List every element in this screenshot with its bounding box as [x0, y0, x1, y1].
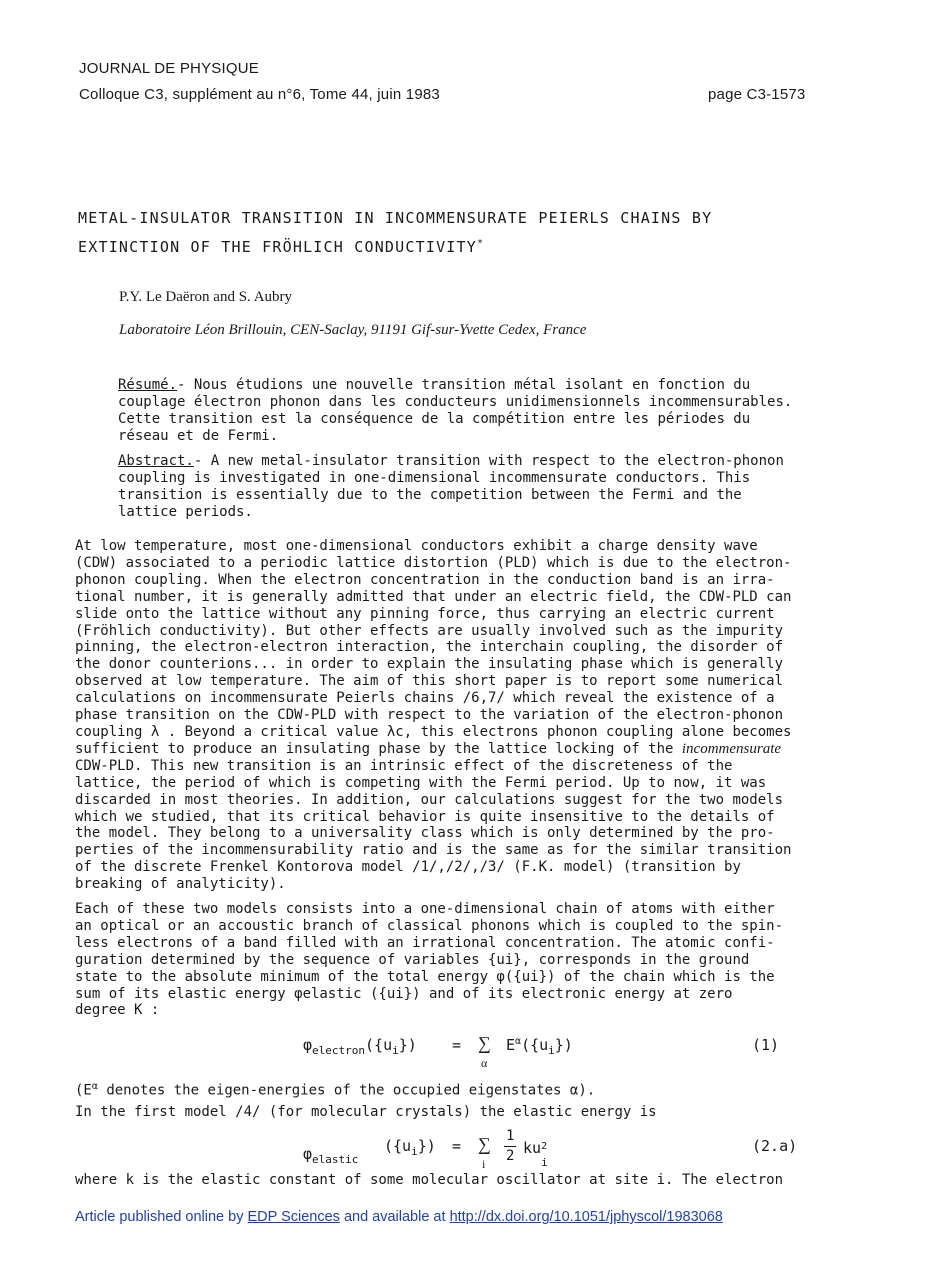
page-number: page C3-1573: [708, 86, 806, 103]
body-line: the donor counterions... in order to explain the insulating phase which is generally: [75, 656, 784, 673]
italic-word: incommensurate: [681, 740, 782, 757]
body-line: CDW-PLD. This new transition is an intrinsic effect of the discreteness of the: [75, 757, 733, 774]
abstract-block: [118, 453, 784, 521]
body-line: the model. They belong to a universality class which is only determined by the pro-: [75, 825, 775, 842]
equation-1-number: (1): [752, 1036, 780, 1054]
body-line: phase transition on the CDW-PLD with respect to the variation of the electron-phonon: [75, 707, 784, 724]
fraction-denominator: 2: [506, 1148, 515, 1164]
body-paragraph-1: [75, 538, 791, 893]
eigen-energies-note: ($E^\alpha$ denotes the eigen-energies of the occupied eigenstates α).: [75, 1081, 596, 1099]
publication-footer: Article published online by EDP Sciences and available at http://dx.doi.org/10.1051/jphyscol/1983068: [75, 1209, 723, 1225]
body-line: At low temperature, most one-dimensional conductors exhibit a charge density wave: [75, 538, 758, 554]
equation-2a-equals: =: [452, 1137, 462, 1155]
fraction-bar: [504, 1146, 516, 1147]
edp-sciences-link[interactable]: EDP Sciences: [247, 1209, 340, 1225]
doi-link[interactable]: http://dx.doi.org/10.1051/jphyscol/1983068: [449, 1209, 723, 1225]
body-line: slide onto the lattice without any pinning force, thus carrying an electric current: [75, 605, 775, 622]
abstract-label: Abstract.: [118, 453, 194, 469]
equation-2a-arg: $(\{u_i\})$: [384, 1137, 436, 1158]
abstract-line: lattice periods.: [118, 503, 253, 520]
body-line: breaking of analyticity).: [75, 876, 286, 893]
resume-label: Résumé.: [118, 377, 178, 393]
body-line: pinning, the electron-electron interaction, the interchain coupling, the disorder of: [75, 639, 784, 656]
body-line: calculations on incommensurate Peierls chains /6,7/ which reveal the existence of a: [75, 690, 775, 707]
body-line: tional number, it is generally admitted that under an electric field, the CDW-PLD can: [75, 588, 792, 605]
resume-line: réseau et de Fermi.: [118, 427, 279, 444]
abstract-line: transition is essentially due to the competition between the Fermi and the: [118, 486, 742, 503]
resume-line: Cette transition est la conséquence de la compétition entre les périodes du: [118, 410, 751, 427]
resume-line: couplage électron phonon dans les conducteurs unidimensionnels incommensurables.: [118, 393, 793, 410]
affiliation: Laboratoire Léon Brillouin, CEN-Saclay, 91191 Gif-sur-Yvette Cedex, France: [119, 322, 587, 338]
journal-name: JOURNAL DE PHYSIQUE: [79, 60, 259, 77]
body-line: sufficient to produce an insulating phase by the lattice locking of the incommensurate: [75, 740, 782, 757]
body-line: observed at low temperature. The aim of this short paper is to report some numerical: [75, 673, 784, 690]
title-line-2: EXTINCTION OF THE FRÖHLICH CONDUCTIVITY*: [78, 238, 485, 256]
sum-index: α: [481, 1056, 488, 1070]
body-line: Each of these two models consists into a one-dimensional chain of atoms with either: [75, 901, 775, 917]
paper-title: [78, 206, 712, 260]
authors: P.Y. Le Daëron and S. Aubry: [119, 289, 293, 305]
first-model-line: In the first model /4/ (for molecular crystals) the elastic energy is: [75, 1104, 657, 1120]
body-line-last: where k is the elastic constant of some molecular oscillator at site i. The electron: [75, 1172, 784, 1188]
abstract-line: Abstract.- A new metal-insulator transition with respect to the electron-phonon: [118, 453, 784, 469]
fraction-numerator: 1: [506, 1128, 515, 1144]
resume-block: [118, 377, 792, 445]
equation-2a-number: (2.a): [752, 1137, 798, 1155]
body-line: perties of the incommensurability ratio and is the same as for the similar transition: [75, 842, 792, 859]
body-line: lattice, the period of which is competing with the Fermi period. Up to now, it was: [75, 774, 767, 791]
sum-symbol: ∑: [478, 1033, 491, 1053]
body-line: of the discrete Frenkel Kontorova model /1/,/2/,/3/ (F.K. model) (transition by: [75, 859, 741, 876]
body-line: phonon coupling. When the electron concentration in the conduction band is an irra-: [75, 571, 775, 588]
body-line: an optical or an accoustic branch of classical phonons which is coupled to the spin-: [75, 917, 784, 934]
body-paragraph-2: [75, 901, 783, 1019]
equation-1-rhs: $E^\alpha(\{u_i\})$: [506, 1036, 573, 1057]
body-line: sum of its elastic energy φelastic ({ui}) and of its electronic energy at zero: [75, 985, 733, 1002]
sum-symbol: ∑: [478, 1134, 491, 1154]
resume-line: Résumé.- Nous étudions une nouvelle transition métal isolant en fonction du: [118, 377, 751, 393]
body-line: state to the absolute minimum of the total energy φ({ui}) of the chain which is the: [75, 968, 775, 985]
title-line-1: METAL-INSULATOR TRANSITION IN INCOMMENSURATE PEIERLS CHAINS BY: [78, 209, 713, 227]
body-line: which we studied, that its critical behavior is quite insensitive to the details of: [75, 808, 775, 825]
body-line: (CDW) associated to a periodic lattice distortion (PLD) which is due to the electron-: [75, 554, 792, 571]
body-line: coupling λ . Beyond a critical value λc, this electrons phonon coupling alone becomes: [75, 723, 792, 740]
equation-1-equals: =: [452, 1036, 462, 1054]
body-line: guration determined by the sequence of variables {ui}, corresponds in the ground: [75, 951, 750, 968]
abstract-line: coupling is investigated in one-dimensional incommensurate conductors. This: [118, 469, 751, 486]
title-footnote-mark: *: [477, 238, 485, 249]
body-line: discarded in most theories. In addition, our calculations suggest for the two models: [75, 791, 784, 808]
equation-2a-rhs: ku 2 i: [523, 1139, 548, 1169]
colloque-info: Colloque C3, supplément au n°6, Tome 44, juin 1983: [79, 86, 440, 103]
body-line: degree K :: [75, 1002, 160, 1019]
equation-1: $\varphi_{electron}(\{u_i\})$: [303, 1036, 417, 1057]
equation-2a: $\varphi_{elastic}$: [303, 1145, 359, 1166]
body-line: (Fröhlich conductivity). But other effects are usually involved such as the impurity: [75, 622, 784, 639]
body-line: less electrons of a band filled with an irrational concentration. The atomic confi-: [75, 934, 775, 951]
sum-index: i: [482, 1157, 486, 1171]
